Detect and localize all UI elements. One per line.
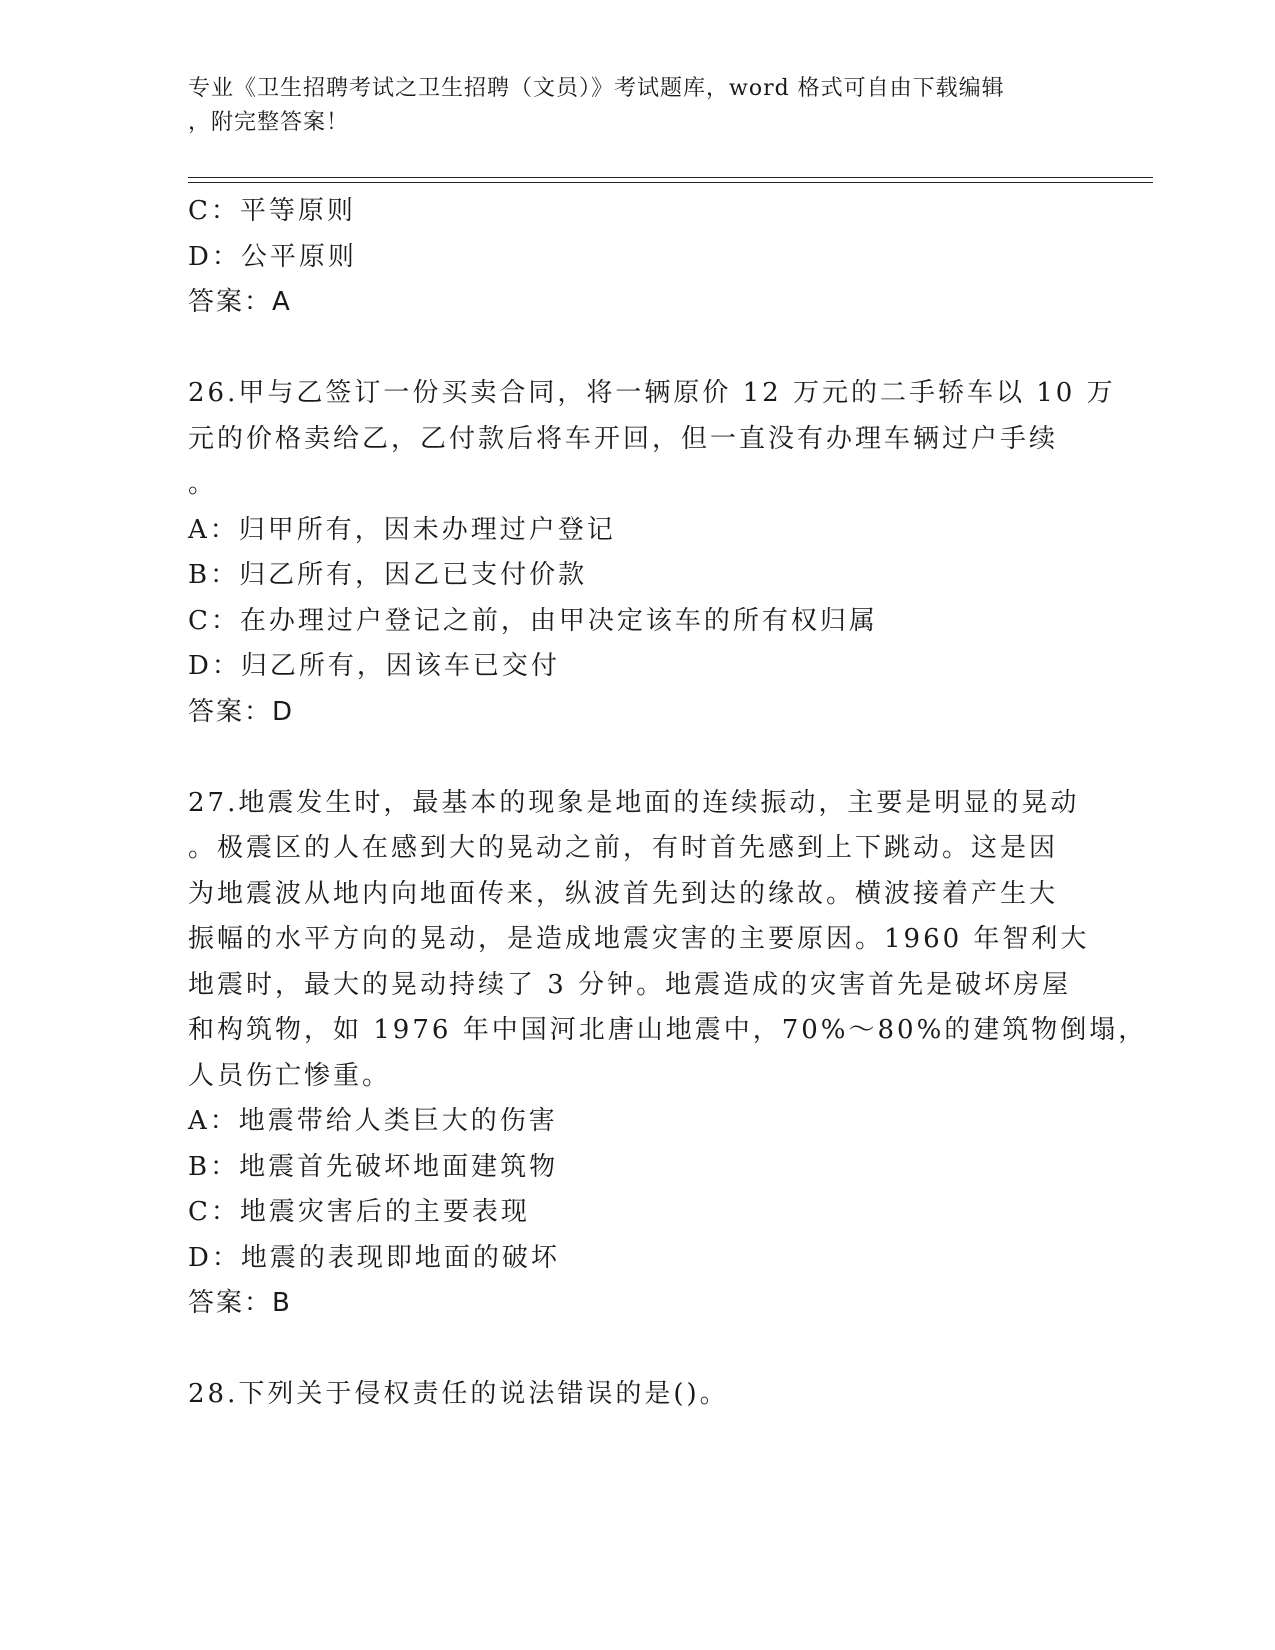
- option-c: C：地震灾害后的主要表现: [188, 1197, 530, 1227]
- answer: 答案：B: [188, 1288, 292, 1318]
- question-27: [188, 781, 1148, 1327]
- spacer: [188, 326, 1068, 372]
- option-d: D：地震的表现即地面的破坏: [188, 1242, 560, 1273]
- question-text-line: 为地震波从地内向地面传来，纵波首先到达的缘故。横波接着产生大: [188, 878, 1059, 909]
- prev-question: [188, 189, 1068, 326]
- answer: 答案：A: [188, 287, 292, 317]
- question-text-line: 人员伤亡惨重。: [188, 1060, 392, 1091]
- document-header: [188, 72, 1068, 140]
- option-d: D：公平原则: [188, 241, 357, 272]
- question-text-line: 。极震区的人在感到大的晃动之前，有时首先感到上下跳动。这是因: [188, 833, 1059, 863]
- question-text-line: 元的价格卖给乙，乙付款后将车开回，但一直没有办理车辆过户手续: [188, 423, 1059, 454]
- answer: 答案：D: [188, 696, 295, 727]
- document-body: [188, 189, 1148, 1418]
- question-text-line: 。: [188, 469, 218, 499]
- question-text-line: 28.下列关于侵权责任的说法错误的是()。: [188, 1379, 729, 1409]
- question-text-line: 地震时，最大的晃动持续了 3 分钟。地震造成的灾害首先是破坏房屋: [188, 969, 1072, 1000]
- spacer: [188, 1327, 1068, 1373]
- header-line-1: 专业《卫生招聘考试之卫生招聘（文员）》考试题库，word 格式可自由下载编辑: [188, 76, 1005, 101]
- header-divider-bottom: [188, 182, 1153, 183]
- question-text-line: 26.甲与乙签订一份买卖合同，将一辆原价 12 万元的二手轿车以 10 万: [188, 378, 1116, 408]
- option-a: A：地震带给人类巨大的伤害: [188, 1106, 558, 1136]
- question-28: [188, 1372, 1068, 1418]
- option-c: C：平等原则: [188, 196, 356, 226]
- header-divider-top: [188, 177, 1153, 178]
- spacer: [188, 735, 1068, 781]
- option-d: D：归乙所有，因该车已交付: [188, 651, 560, 681]
- option-b: B：地震首先破坏地面建筑物: [188, 1151, 559, 1182]
- option-a: A：归甲所有，因未办理过户登记: [188, 514, 616, 545]
- header-line-2: ，附完整答案！: [188, 110, 350, 135]
- option-b: B：归乙所有，因乙已支付价款: [188, 560, 588, 590]
- question-text-line: 27.地震发生时，最基本的现象是地面的连续振动，主要是明显的晃动: [188, 787, 1080, 818]
- option-c: C：在办理过户登记之前，由甲决定该车的所有权归属: [188, 605, 878, 636]
- question-26: [188, 371, 1116, 735]
- question-text-line: 和构筑物，如 1976 年中国河北唐山地震中，70%～80%的建筑物倒塌，: [188, 1015, 1148, 1045]
- question-text-line: 振幅的水平方向的晃动，是造成地震灾害的主要原因。1960 年智利大: [188, 924, 1090, 954]
